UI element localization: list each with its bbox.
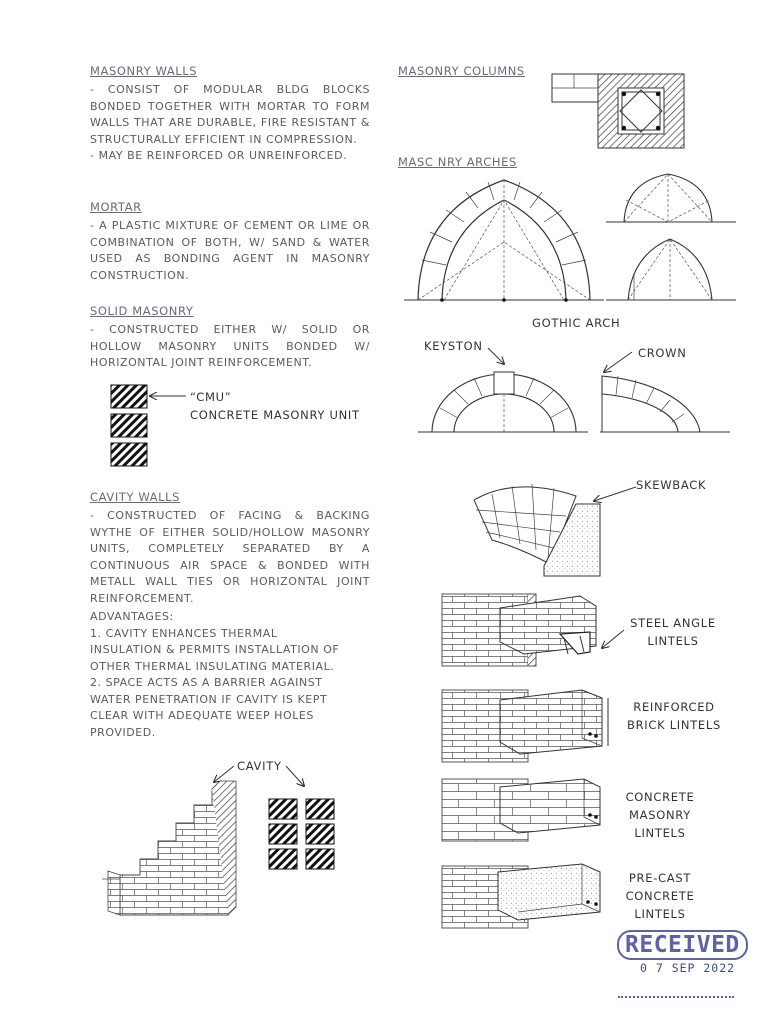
precast-concrete-lintel-label	[612, 869, 708, 923]
advantages-line-7: CLEAR WITH ADEQUATE WEEP HOLES	[90, 709, 314, 722]
precast-line-3: LINTELS	[634, 907, 686, 921]
precast-line-2: CONCRETE	[625, 889, 695, 903]
concrete-masonry-line-3: LINTELS	[634, 826, 686, 840]
masonry-columns-heading: MASONRY COLUMNS	[398, 64, 525, 78]
concrete-masonry-lintel-illustration	[440, 775, 610, 845]
steel-angle-lintel-label	[618, 614, 728, 650]
reinforced-brick-line-2: BRICK LINTELS	[627, 718, 721, 732]
cavity-walls-heading: CAVITY WALLS	[90, 490, 181, 504]
masonry-column-illustration	[550, 72, 690, 152]
reinforced-brick-lintel-label	[616, 698, 732, 734]
skewback-illustration	[466, 470, 606, 580]
cmu-full-label: CONCRETE MASONRY UNIT	[190, 408, 360, 422]
masonry-walls-heading: MASONRY WALLS	[90, 64, 198, 78]
advantages-line-5: 2. SPACE ACTS AS A BARRIER AGAINST	[90, 676, 323, 689]
masonry-arches-heading: MASC NRY ARCHES	[398, 155, 517, 169]
advantages-line-6: WATER PENETRATION IF CAVITY IS KEPT	[90, 692, 328, 706]
cavity-label: CAVITY	[237, 759, 282, 773]
equilateral-arch-illustration	[606, 170, 736, 226]
received-stamp-word: RECEIVED	[617, 930, 748, 960]
advantages-line-3: INSULATION & PERMITS INSTALLATION OF	[90, 643, 340, 656]
solid-masonry-text	[90, 322, 370, 372]
reinforced-brick-lintel-illustration	[440, 686, 616, 766]
steel-angle-line-2: LINTELS	[647, 634, 699, 648]
cmu-label: “CMU”	[190, 390, 232, 404]
cavity-plan-blocks	[268, 798, 338, 874]
mortar-heading: MORTAR	[90, 200, 142, 214]
gothic-arch-label: GOTHIC ARCH	[532, 316, 621, 330]
advantages-line-1: ADVANTAGES:	[90, 610, 174, 623]
steel-angle-lintel-illustration	[440, 590, 600, 670]
solid-masonry-definition: - CONSTRUCTED EITHER W/ SOLID OR HOLLOW MASONRY UNITS BONDED W/ HORIZONTAL JOINT REINFORCEMENT.	[90, 323, 370, 369]
masonry-walls-text	[90, 82, 370, 165]
advantages-line-2: 1. CAVITY ENHANCES THERMAL	[90, 626, 278, 640]
keystone-label: KEYSTON	[424, 339, 483, 353]
masonry-walls-line-2: - MAY BE REINFORCED OR UNREINFORCED.	[90, 149, 348, 162]
advantages-line-8: PROVIDED.	[90, 725, 156, 739]
lancet-arch-illustration	[606, 235, 736, 305]
solid-masonry-heading: SOLID MASONRY	[90, 304, 194, 318]
concrete-masonry-lintel-label	[612, 788, 708, 842]
reinforced-brick-line-1: REINFORCED	[633, 700, 715, 714]
received-stamp-date: 0 7 SEP 2022	[640, 961, 736, 975]
precast-line-1: PRE-CAST	[628, 871, 692, 885]
advantages-line-4: OTHER THERMAL INSULATING MATERIAL.	[90, 659, 335, 673]
cavity-walls-text	[90, 508, 370, 607]
cavity-walls-definition: - CONSTRUCTED OF FACING & BACKING WYTHE OF EITHER SOLID/HOLLOW MASONRY UNITS, COMPLETELY SEPARATED BY A CONTINUOUS AIR SPACE & BONDED WITH METALL WALL TIES OR HORIZONTAL JOINT REINFORCEMENT.	[90, 509, 370, 605]
received-stamp	[617, 930, 743, 960]
concrete-masonry-line-2: MASONRY	[629, 808, 691, 822]
cmu-blocks-illustration	[110, 384, 150, 470]
masonry-walls-line-1: - CONSIST OF MODULAR BLDG BLOCKS BONDED TOGETHER WITH MORTAR TO FORM WALLS THAT ARE DURABLE, FIRE RESISTANT & STRUCTURALLY EFFICIENT IN COMPRESSION.	[90, 83, 370, 146]
crown-label: CROWN	[638, 346, 687, 360]
segmental-arch-illustration	[600, 368, 730, 436]
cavity-wall-illustration	[98, 775, 248, 920]
stamp-dotted-line	[618, 996, 734, 998]
semicircular-arch-illustration	[418, 368, 588, 436]
precast-concrete-lintel-illustration	[440, 862, 610, 932]
mortar-text	[90, 218, 370, 284]
cavity-advantages	[90, 609, 380, 741]
gothic-arch-illustration	[404, 170, 604, 305]
concrete-masonry-line-1: CONCRETE	[625, 790, 695, 804]
cmu-arrow	[148, 392, 188, 402]
mortar-definition: - A PLASTIC MIXTURE OF CEMENT OR LIME OR COMBINATION OF BOTH, W/ SAND & WATER USED AS BONDING AGENT IN MASONRY CONSTRUCTION.	[90, 219, 370, 282]
skewback-label: SKEWBACK	[636, 478, 707, 492]
steel-angle-line-1: STEEL ANGLE	[630, 616, 716, 630]
